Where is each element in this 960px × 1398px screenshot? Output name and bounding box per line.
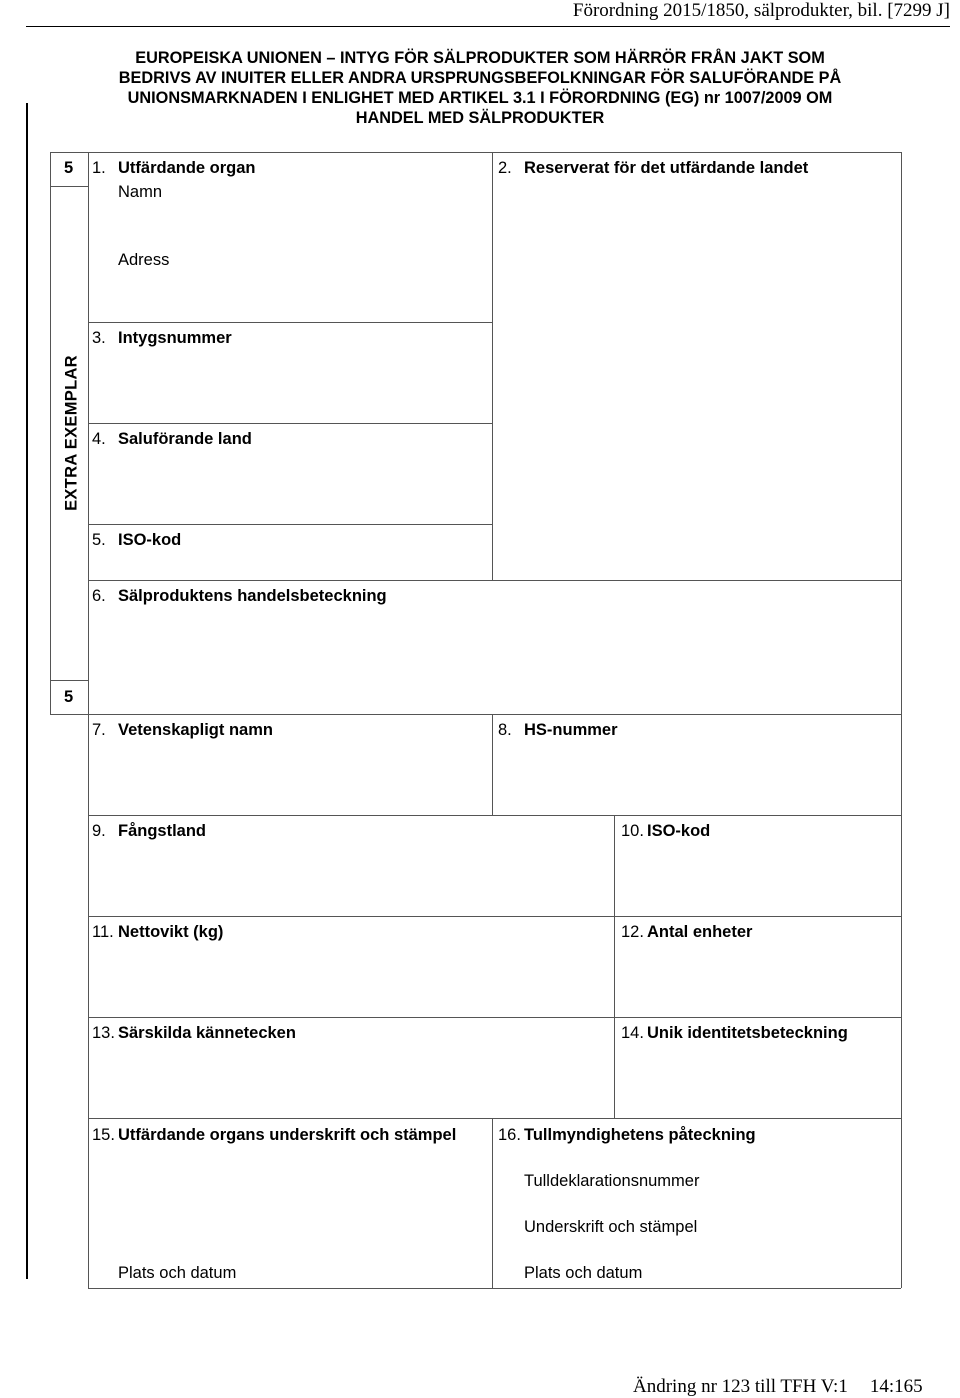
- field-label: Antal enheter: [647, 923, 753, 941]
- field-number: 6.: [92, 587, 106, 605]
- field-net-weight[interactable]: [92, 923, 223, 942]
- form-title-line: BEDRIVS AV INUITER ELLER ANDRA URSPRUNGSBEFOLKNINGAR FÖR SALUFÖRANDE PÅ: [118, 69, 842, 87]
- field-label: Saluförande land: [118, 430, 252, 448]
- field-label: ISO-kod: [647, 822, 711, 840]
- grid-line: [88, 580, 901, 581]
- field-scientific-name[interactable]: [92, 721, 273, 740]
- copy-box-divider: [50, 186, 88, 187]
- field-label: Intygsnummer: [118, 329, 232, 347]
- grid-line: [492, 152, 493, 580]
- field-number: 7.: [92, 721, 106, 739]
- field-label: Särskilda kännetecken: [118, 1024, 296, 1042]
- field-label: Fångstland: [118, 822, 207, 840]
- grid-line: [492, 714, 493, 815]
- grid-line: [88, 322, 492, 323]
- form-title: [60, 48, 900, 128]
- field-trade-name[interactable]: [92, 587, 387, 606]
- page-number: 14:165: [869, 1376, 923, 1397]
- form-border-top: [50, 152, 901, 153]
- place-and-date-line[interactable]: Plats och datum: [524, 1264, 643, 1282]
- field-iso-code[interactable]: [92, 531, 181, 550]
- field-marketing-country[interactable]: [92, 430, 252, 449]
- form-title-line: UNIONSMARKNADEN I ENLIGHET MED ARTIKEL 3.1 I FÖRORDNING (EG) nr 1007/2009 OM: [127, 89, 833, 107]
- field-number: 2.: [498, 159, 512, 177]
- customs-declaration-number-line[interactable]: Tulldeklarationsnummer: [524, 1172, 700, 1190]
- page-footer: [633, 1376, 923, 1398]
- grid-line: [88, 916, 901, 917]
- field-label: Utfärdande organ: [118, 159, 256, 177]
- field-label: ISO-kod: [118, 531, 182, 549]
- field-label: Nettovikt (kg): [118, 923, 224, 941]
- copy-number: 5: [64, 159, 74, 177]
- field-label: Tullmyndighetens påteckning: [524, 1126, 756, 1144]
- address-line[interactable]: Adress: [118, 251, 170, 269]
- form-title-line: EUROPEISKA UNIONEN – INTYG FÖR SÄLPRODUKTER SOM HÄRRÖR FRÅN JAKT SOM: [135, 49, 825, 67]
- field-number: 5.: [92, 531, 106, 549]
- field-number: 10.: [621, 822, 644, 840]
- document-reference: Förordning 2015/1850, sälprodukter, bil. [7299 J]: [572, 0, 950, 21]
- header-divider: [26, 26, 950, 27]
- field-distinguishing-marks[interactable]: [92, 1024, 296, 1043]
- field-reserved-issuing-country[interactable]: [498, 159, 808, 178]
- field-number: 11.: [92, 923, 114, 941]
- field-label: Utfärdande organs underskrift och stämpel: [118, 1126, 457, 1144]
- field-number: 4.: [92, 430, 106, 448]
- field-number: 9.: [92, 822, 106, 840]
- grid-line: [88, 1017, 901, 1018]
- field-customs-endorsement: [498, 1126, 756, 1145]
- field-number: 12.: [621, 923, 644, 941]
- grid-line: [88, 152, 89, 1288]
- field-number: 16.: [498, 1126, 521, 1144]
- grid-line: [88, 524, 492, 525]
- field-number: 13.: [92, 1024, 115, 1042]
- copy-column-left: [50, 152, 51, 714]
- field-issuer-signature[interactable]: [92, 1126, 456, 1145]
- grid-line: [88, 1118, 901, 1119]
- field-number: 3.: [92, 329, 106, 347]
- copy-number: 5: [64, 688, 74, 706]
- copy-label: EXTRA EXEMPLAR: [62, 355, 81, 511]
- field-number: 15.: [92, 1126, 115, 1144]
- field-number-of-units[interactable]: [621, 923, 752, 942]
- grid-line: [50, 714, 901, 715]
- form-border-bottom: [88, 1288, 901, 1289]
- field-number: 8.: [498, 721, 512, 739]
- grid-line: [492, 1118, 493, 1288]
- grid-line: [88, 423, 492, 424]
- name-line[interactable]: Namn: [118, 183, 163, 201]
- field-unique-identifier[interactable]: [621, 1024, 848, 1043]
- place-and-date-line[interactable]: Plats och datum: [118, 1264, 237, 1282]
- form-border-right: [901, 152, 902, 1288]
- signature-and-stamp-line[interactable]: Underskrift och stämpel: [524, 1218, 698, 1236]
- field-number: 14.: [621, 1024, 644, 1042]
- field-label: Sälproduktens handelsbeteckning: [118, 587, 387, 605]
- amendment-note: Ändring nr 123 till TFH V:1: [633, 1376, 848, 1397]
- field-catch-iso-code[interactable]: [621, 822, 710, 841]
- field-number: 1.: [92, 159, 106, 177]
- field-label: Vetenskapligt namn: [118, 721, 273, 739]
- field-hs-number[interactable]: [498, 721, 618, 740]
- field-label: HS-nummer: [524, 721, 618, 739]
- field-catch-country[interactable]: [92, 822, 206, 841]
- grid-line: [88, 815, 901, 816]
- margin-rule: [26, 103, 28, 1279]
- field-certificate-number[interactable]: [92, 329, 232, 348]
- form-title-line: HANDEL MED SÄLPRODUKTER: [355, 109, 605, 127]
- grid-line: [614, 815, 615, 1118]
- field-label: Reserverat för det utfärdande landet: [524, 159, 809, 177]
- field-label: Unik identitetsbeteckning: [647, 1024, 848, 1042]
- field-issuing-body: [92, 159, 256, 178]
- copy-box-divider: [50, 680, 88, 681]
